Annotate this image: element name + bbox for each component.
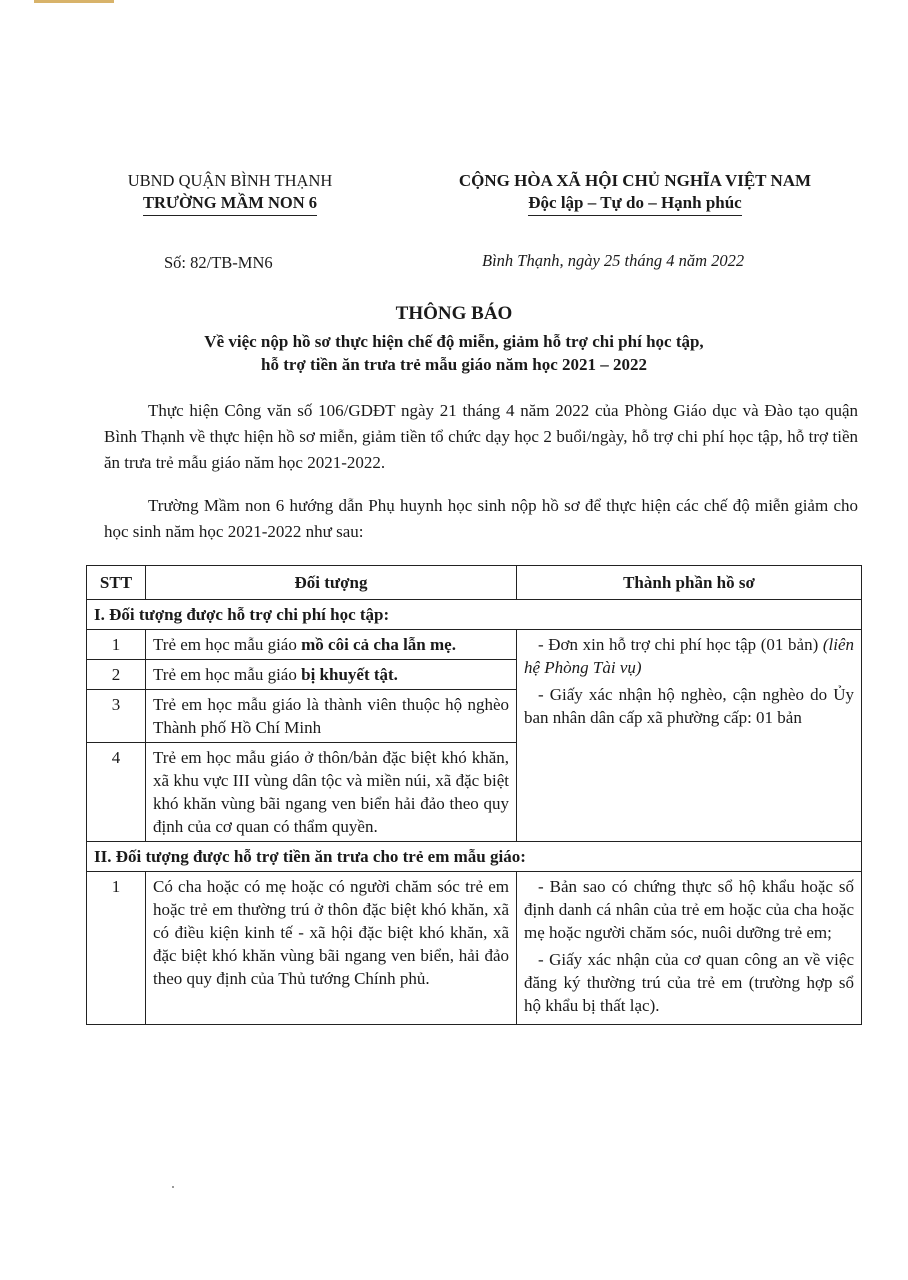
section-1-row <box>87 600 862 630</box>
row-target-text: Trẻ em học mẫu giáo <box>153 635 302 654</box>
row-target-text: Trẻ em học mẫu giáo <box>153 665 302 684</box>
section-1-title: I. Đối tượng được hỗ trợ chi phí học tập: <box>87 600 862 630</box>
doc-item-text: - Đơn xin hỗ trợ chi phí học tập (01 bản) <box>538 635 823 654</box>
row-stt: 1 <box>87 872 146 1025</box>
doc-item <box>524 633 854 679</box>
issuer-org: UBND QUẬN BÌNH THẠNH <box>127 171 333 190</box>
table-row <box>87 872 862 1025</box>
table-row <box>87 630 862 660</box>
intro-paragraph: Thực hiện Công văn số 106/GDĐT ngày 21 tháng 4 năm 2022 của Phòng Giáo dục và Đào tạo quận Bình Thạnh về thực hiện hồ sơ miễn, giảm tiền tổ chức dạy học 2 buổi/ngày, hỗ trợ chi phí học tập, hỗ trợ tiền ăn trưa trẻ mẫu giáo năm học 2021-2022. <box>104 401 858 472</box>
doc-item: - Giấy xác nhận của cơ quan công an về việc đăng ký thường trú của trẻ em (trường hợp sổ hộ khẩu bị thất lạc). <box>524 950 854 1015</box>
section-2-row <box>87 842 862 872</box>
issuer-block <box>100 170 360 216</box>
header-docs: Thành phần hồ sơ <box>517 566 862 600</box>
row-target: Trẻ em học mẫu giáo là thành viên thuộc hộ nghèo Thành phố Hồ Chí Minh <box>146 690 517 743</box>
document-title: THÔNG BÁO <box>395 303 513 324</box>
section-2-documents <box>517 872 862 1025</box>
document-number: Số: 82/TB-MN6 <box>164 253 273 272</box>
row-target <box>146 660 517 690</box>
nation-name: CỘNG HÒA XÃ HỘI CHỦ NGHĨA VIỆT NAM <box>458 171 812 190</box>
national-header <box>410 170 860 216</box>
header-target: Đối tượng <box>146 566 517 600</box>
row-stt: 3 <box>87 690 146 743</box>
document-date: Bình Thạnh, ngày 25 tháng 4 năm 2022 <box>482 251 745 270</box>
row-target: Có cha hoặc có mẹ hoặc có người chăm sóc trẻ em hoặc trẻ em thường trú ở thôn đặc biệt khó khăn, xã có điều kiện kinh tế - xã hội đặc biệt khó khăn, xã đặc biệt khó khăn vùng bãi ngang ven biển, hải đảo theo quy định của Thủ tướng Chính phủ. <box>146 872 517 1025</box>
header-stt: STT <box>87 566 146 600</box>
eligibility-table <box>86 565 862 1025</box>
row-stt: 1 <box>87 630 146 660</box>
row-target <box>146 630 517 660</box>
doc-item: - Bản sao có chứng thực sổ hộ khẩu hoặc số định danh cá nhân của trẻ em hoặc của cha hoặc mẹ hoặc người chăm sóc, nuôi dưỡng trẻ em; <box>524 877 854 942</box>
section-1-documents <box>517 630 862 842</box>
row-stt: 4 <box>87 743 146 842</box>
doc-item: - Giấy xác nhận hộ nghèo, cận nghèo do Ủy ban nhân dân cấp xã phường cấp: 01 bản <box>524 685 854 727</box>
row-stt: 2 <box>87 660 146 690</box>
guidance-paragraph: Trường Mầm non 6 hướng dẫn Phụ huynh học sinh nộp hồ sơ để thực hiện các chế độ miễn giảm cho học sinh năm học 2021-2022 như sau: <box>104 496 858 541</box>
scan-speck <box>172 1186 174 1188</box>
row-target-bold: bị khuyết tật. <box>301 665 398 684</box>
section-2-title: II. Đối tượng được hỗ trợ tiền ăn trưa cho trẻ em mẫu giáo: <box>87 842 862 872</box>
issuer-school: TRƯỜNG MẦM NON 6 <box>143 192 317 216</box>
table-header-row <box>87 566 862 600</box>
document-subtitle <box>0 330 908 376</box>
row-target-bold: mồ côi cả cha lẫn mẹ. <box>301 635 456 654</box>
subtitle-line-2: hỗ trợ tiền ăn trưa trẻ mẫu giáo năm học 2021 – 2022 <box>260 355 648 374</box>
national-motto: Độc lập – Tự do – Hạnh phúc <box>528 192 741 216</box>
scan-edge-mark <box>34 0 114 3</box>
row-target: Trẻ em học mẫu giáo ở thôn/bản đặc biệt khó khăn, xã khu vực III vùng dân tộc và miền núi, xã đặc biệt khó khăn vùng bãi ngang ven biển hải đảo theo quy định của cơ quan có thẩm quyền. <box>146 743 517 842</box>
doc-item-note: (liên hệ Phòng Tài vụ) <box>524 635 854 677</box>
subtitle-line-1: Về việc nộp hồ sơ thực hiện chế độ miễn, giảm hỗ trợ chi phí học tập, <box>204 332 704 351</box>
